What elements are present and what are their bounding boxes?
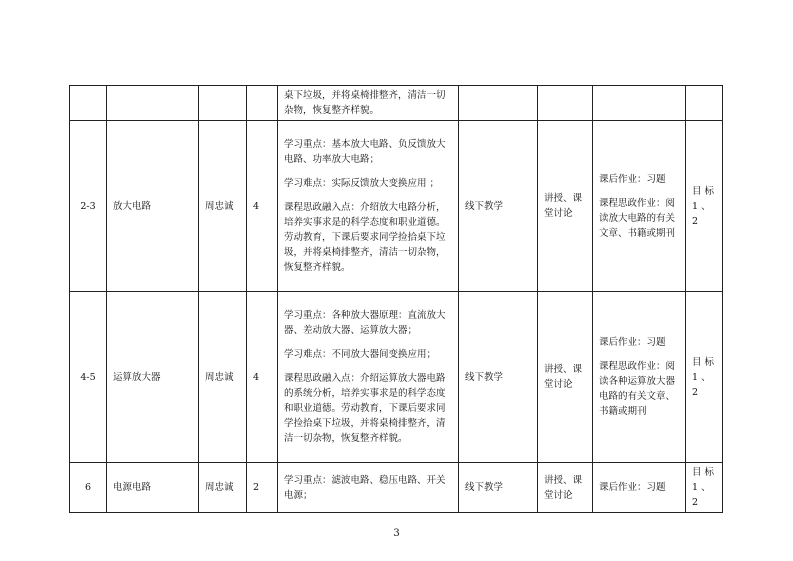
content-key-points: 学习重点：基本放大电路、负反馈放大电路、功率放大电路； xyxy=(284,139,446,165)
homework-text: 课后作业：习题 xyxy=(599,482,666,493)
content-cell xyxy=(278,86,459,121)
teacher-cell: 周忠诚 xyxy=(199,121,247,292)
topic-cell: 放大电路 xyxy=(107,121,199,292)
content-text: 桌下垃圾，并将桌椅排整齐，清洁一切杂物，恢复整齐样貌。 xyxy=(284,90,446,116)
goal-cell xyxy=(686,86,723,121)
topic-cell: 电源电路 xyxy=(107,463,199,513)
table-row xyxy=(70,86,723,121)
content-cell xyxy=(278,463,459,513)
hours-cell: 4 xyxy=(247,121,278,292)
mode-cell: 线下教学 xyxy=(459,463,538,513)
homework-cell xyxy=(593,292,686,463)
homework-cell xyxy=(593,86,686,121)
course-schedule-table xyxy=(69,85,723,513)
lesson-cell: 6 xyxy=(70,463,107,513)
homework-text: 课程思政作业：阅读各种运算放大器电路的有关文章、书籍或期刊 xyxy=(599,361,676,417)
content-ideology: 课程思政融入点：介绍放大电路分析，培养实事求是的科学态度和职业道德。劳动教育，下课后要求同学捡拾桌下垃圾，并将桌椅排整齐，清洁一切杂物，恢复整齐样貌。 xyxy=(284,202,446,273)
method-cell: 讲授、课堂讨论 xyxy=(538,292,593,463)
content-difficulties: 学习难点：不同放大器间变换应用； xyxy=(284,349,437,360)
page-number: 3 xyxy=(393,528,400,539)
lesson-cell xyxy=(70,86,107,121)
table-row xyxy=(70,292,723,463)
homework-cell xyxy=(593,463,686,513)
goal-cell: 目 标 1 、2 xyxy=(686,121,723,292)
homework-cell xyxy=(593,121,686,292)
lesson-cell: 4-5 xyxy=(70,292,107,463)
mode-cell: 线下教学 xyxy=(459,121,538,292)
mode-cell: 线下教学 xyxy=(459,292,538,463)
goal-cell: 目 标 1 、2 xyxy=(686,463,723,513)
homework-text: 课程思政作业：阅读放大电路的有关文章、书籍或期刊 xyxy=(599,197,676,239)
content-difficulties: 学习难点：实际反馈放大变换应用 ； xyxy=(284,178,440,189)
teacher-cell: 周忠诚 xyxy=(199,463,247,513)
homework-text: 课后作业：习题 xyxy=(599,337,666,348)
hours-cell: 4 xyxy=(247,292,278,463)
method-cell: 讲授、课堂讨论 xyxy=(538,463,593,513)
table-row xyxy=(70,121,723,292)
method-cell xyxy=(538,86,593,121)
content-ideology: 课程思政融入点：介绍运算放大器电路的系统分析，培养实事求是的科学态度和职业道德。劳动教育，下课后要求同学捡拾桌下垃圾，并将桌椅排整齐，清洁一切杂物，恢复整齐样貌。 xyxy=(284,373,446,444)
content-cell xyxy=(278,121,459,292)
lesson-cell: 2-3 xyxy=(70,121,107,292)
teacher-cell: 周忠诚 xyxy=(199,292,247,463)
hours-cell: 2 xyxy=(247,463,278,513)
homework-text: 课后作业：习题 xyxy=(599,173,666,185)
table-row xyxy=(70,463,723,513)
content-cell xyxy=(278,292,459,463)
method-cell: 讲授、课堂讨论 xyxy=(538,121,593,292)
topic-cell: 运算放大器 xyxy=(107,292,199,463)
content-key-points: 学习重点：滤波电路、稳压电路、开关电源； xyxy=(284,474,446,501)
mode-cell xyxy=(459,86,538,121)
hours-cell xyxy=(247,86,278,121)
topic-cell xyxy=(107,86,199,121)
teacher-cell xyxy=(199,86,247,121)
content-key-points: 学习重点：各种放大器原理：直流放大器、差动放大器、运算放大器； xyxy=(284,310,446,336)
goal-cell: 目 标 1 、2 xyxy=(686,292,723,463)
